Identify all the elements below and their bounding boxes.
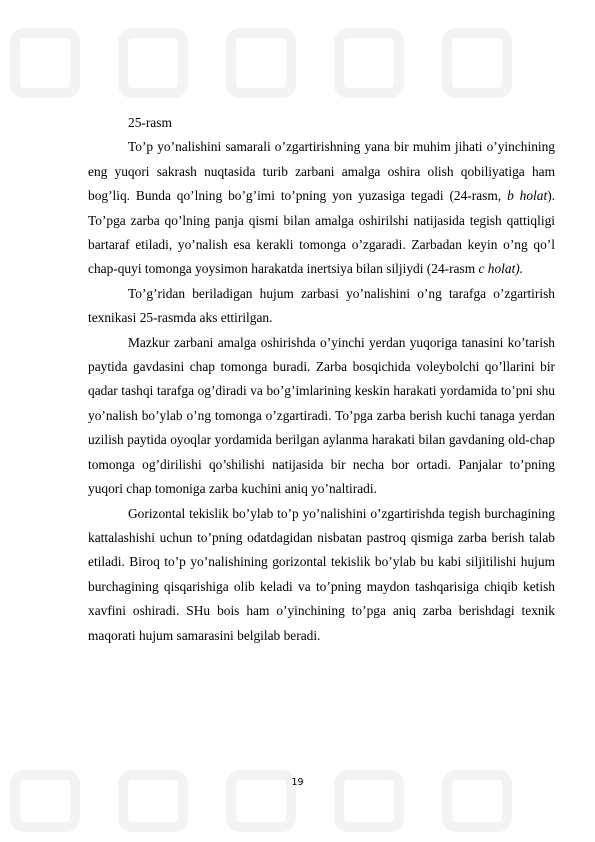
page-number: 19 bbox=[291, 777, 304, 788]
italic-text-run: c holat). bbox=[478, 261, 524, 277]
watermark-shape bbox=[226, 28, 296, 98]
text-run: Mazkur zarbani amalga oshirishda o’yinchi yerdan yuqoriga tanasini ko’tarish paytida gavdasini chap tomonga buradi. Zarba bosqichida voleybolchi qo’llarini bir qadar tashqi tarafga og’diradi va bo’g’imlarining keskin harakati yordamida to’pni shu yo’nalish bo’ylab o’ng tomonga o’zgartiradi. To’pga zarba berish kuchi tanaga yerdan uzilish paytida oyoqlar yordamida berilgan aylanma harakati bilan gavdaning old-chap tomonga og’dirilishi qo’shilishi natijasida bir necha bor ortadi. Panjalar to’pning yuqori chap tomoniga zarba kuchini aniq yo’naltiradi. bbox=[88, 334, 555, 497]
paragraph-list bbox=[88, 135, 555, 648]
watermark-shape bbox=[118, 28, 188, 98]
body-paragraph bbox=[88, 282, 555, 331]
watermark-shape bbox=[10, 28, 80, 98]
text-run: To’g’ridan beriladigan hujum zarbasi yo’nalishini o’ng tarafga o’zgartirish texnikasi 25-rasmda aks ettirilgan. bbox=[88, 285, 555, 326]
text-run: Gorizontal tekislik bo’ylab to’p yo’nalishini o’zgartirishda tegish burchagining kattalashishi uchun to’pning odatdagidan nisbatan pastroq qismiga zarba berish talab etiladi. Biroq to’p yo’nalishining gorizontal tekislik bo’ylab bu kabi siljitilishi hujum burchagining qisqarishiga olib keladi va to’pning maydon tashqarisiga chiqib ketish xavfini oshiradi. SHu bois ham o’yinchining to’pga aniq zarba berishdagi texnik maqorati hujum samarasini belgilab beradi. bbox=[88, 505, 555, 643]
italic-text-run: b holat bbox=[507, 188, 548, 204]
watermark-shape bbox=[442, 28, 512, 98]
body-paragraph bbox=[88, 135, 555, 281]
body-paragraph bbox=[88, 331, 555, 502]
body-paragraph bbox=[88, 502, 555, 648]
figure-caption: 25-rasm bbox=[128, 115, 172, 130]
text-run: ). To’pga zarba qo’lning panja qismi bilan amalga oshirilshi natijasida tegish qattiqligi bartaraf etiladi, yo’nalish esa kerakli tomonga o’zgaradi. Zarbadan keyin o’ng qo’l chap-quyi tomonga yoysimon harakatda inertsiya bilan siljiydi (24-rasm bbox=[88, 188, 555, 277]
text-run: To’p yo’nalishini samarali o’zgartirishning yana bir muhim jihati o’yinchining eng yuqori sakrash nuqtasida turib zarbani amalga oshira olish qobiliyatiga ham bog’liq. Bunda qo’lning bo’g’imi to’pning yon yuzasiga tegadi (24-rasm, bbox=[88, 139, 555, 204]
watermark-shape bbox=[334, 28, 404, 98]
document-body bbox=[88, 111, 555, 648]
